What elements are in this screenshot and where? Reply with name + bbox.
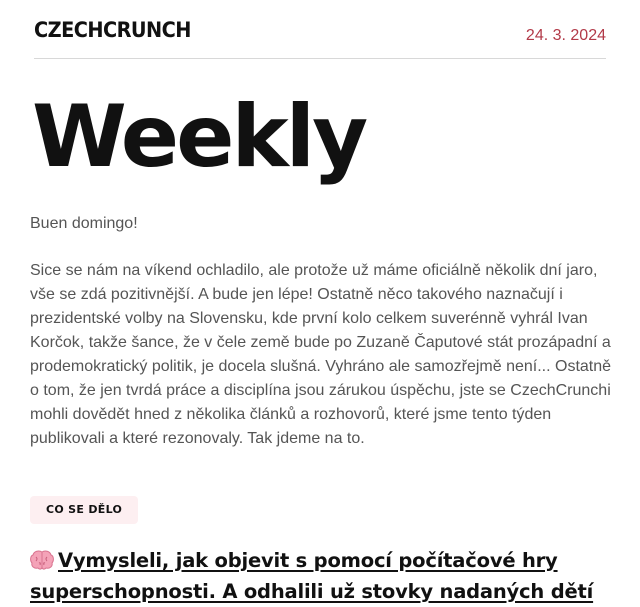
intro-paragraph: Sice se nám na víkend ochladilo, ale protože už máme oficiálně několik dní jaro, vše se zdá pozitivnější. A bude jen lépe! Ostatně něco takového naznačují i prezidentské volby na Slovensku, kde první kolo celkem suverénně vyhrál Ivan Korčok, takže šance, že v čele země bude po Zuzaně Čaputové stát prozápadní a prodemokratický politik, je docela slušná. Vyhráno ale samozřejmě není... Ostatně o tom, že jen tvrdá práce a disciplína jsou zárukou úspěchu, jste se CzechCrunchi mohli dovědět hned z několika článků a rozhovorů, které jsme tento týden publikovali a které rezonovaly. Tak jdeme na to. — [30, 262, 612, 447]
section-badge: CO SE DĚLO — [30, 496, 138, 524]
header — [34, 18, 606, 59]
newsletter-title: Weekly — [32, 87, 366, 187]
greeting-text: Buen domingo! — [30, 215, 138, 232]
article-headline — [30, 545, 620, 607]
article-headline-link[interactable]: Vymysleli, jak objevit s pomocí počítačové hry superschopnosti. A odhalili už stovky nadaných dětí — [30, 549, 594, 603]
issue-date: 24. 3. 2024 — [525, 27, 606, 44]
brain-icon — [30, 548, 54, 568]
czechcrunch-logo[interactable]: CZECHCRUNCH — [34, 18, 191, 42]
